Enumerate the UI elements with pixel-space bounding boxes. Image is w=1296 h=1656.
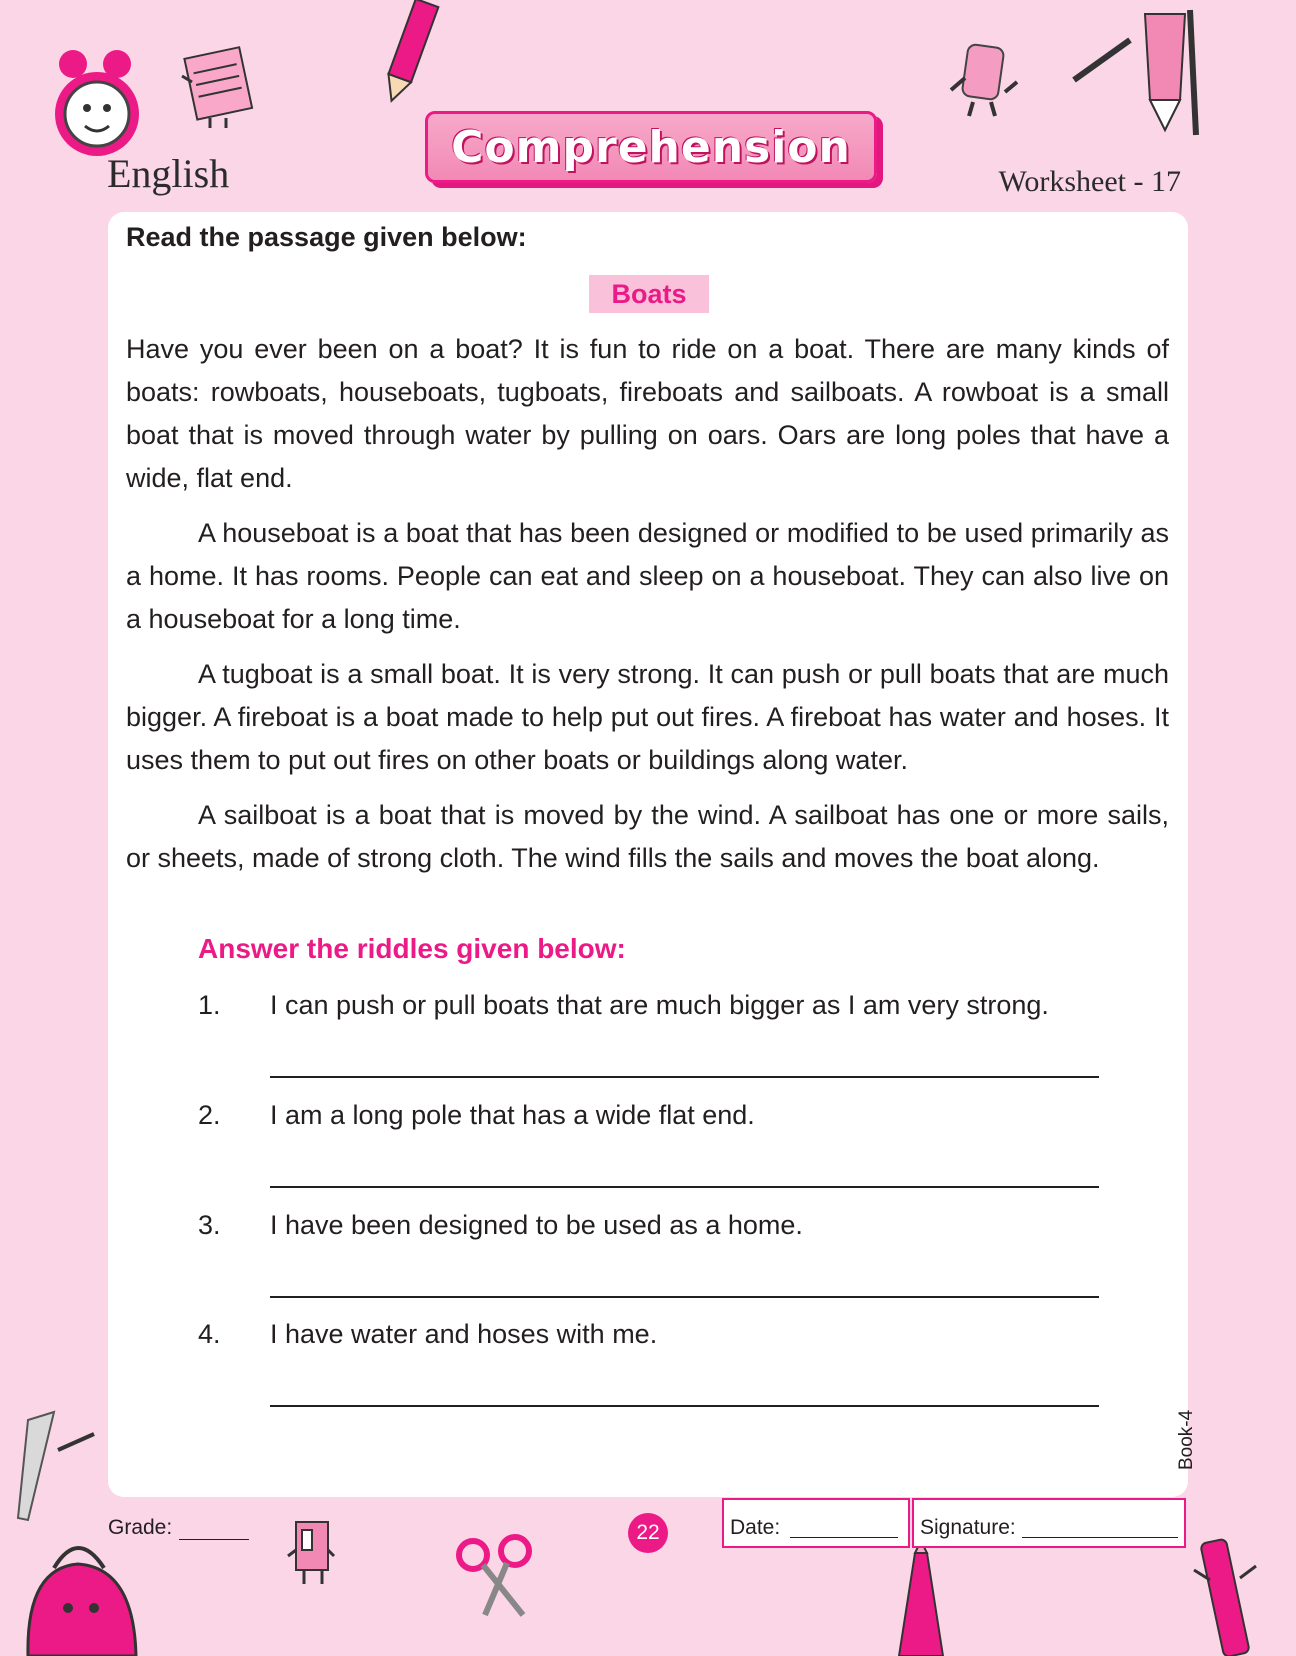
eraser-icon [945, 42, 1015, 117]
date-box[interactable] [722, 1498, 910, 1548]
notepad-icon [180, 42, 260, 122]
riddles-heading: Answer the riddles given below: [198, 933, 626, 964]
sharpener-icon [282, 1520, 342, 1590]
date-label: Date: [730, 1516, 781, 1539]
riddle-text: I can push or pull boats that are much bigger as I am very strong. [270, 990, 1049, 1020]
grade-label: Grade: [108, 1516, 173, 1539]
riddle-number: 2. [198, 1100, 221, 1130]
page-number: 22 [628, 1513, 668, 1553]
worksheet-title: Comprehension [451, 121, 851, 173]
riddle-number: 4. [198, 1319, 221, 1349]
signature-box[interactable] [912, 1498, 1186, 1548]
signature-label: Signature: [920, 1516, 1016, 1539]
passage-title: Boats [589, 275, 709, 313]
pen-icon [1190, 1540, 1260, 1656]
book-label: Book-4 [1176, 1409, 1197, 1470]
answer-line-4[interactable] [270, 1405, 1099, 1407]
date-field[interactable] [790, 1537, 898, 1538]
riddle-text: I have water and hoses with me. [270, 1319, 658, 1349]
scissors-icon [455, 1535, 535, 1620]
answer-line-3[interactable] [270, 1296, 1099, 1298]
subject-label: English [107, 151, 230, 196]
riddle-number: 1. [198, 990, 221, 1020]
pencil-icon [1070, 10, 1210, 135]
signature-field[interactable] [1022, 1537, 1178, 1538]
riddle-text: I have been designed to be used as a home. [270, 1210, 803, 1240]
worksheet-number: Worksheet - 17 [998, 165, 1181, 198]
passage-paragraph: A houseboat is a boat that has been designed or modified to be used primarily as a home. It has rooms. People can eat and sleep on a houseboat. They can also live on a houseboat for a long time. [126, 518, 1169, 634]
answer-line-2[interactable] [270, 1186, 1099, 1188]
passage-paragraph: A sailboat is a boat that is moved by the wind. A sailboat has one or more sails, or sheets, made of strong cloth. The wind fills the sails and moves the boat along. [126, 800, 1169, 873]
answer-line-1[interactable] [270, 1076, 1099, 1078]
passage-paragraph: Have you ever been on a boat? It is fun to ride on a boat. There are many kinds of boats: rowboats, houseboats, tugboats, fireboats and sailboats. A rowboat is a small boat that is moved through water by pulling on oars. Oars are long poles that have a wide, flat end. [126, 334, 1169, 493]
pencil-icon [380, 0, 440, 110]
riddle-text: I am a long pole that has a wide flat end. [270, 1100, 755, 1130]
alarm-clock-icon [55, 42, 145, 162]
backpack-icon [18, 1528, 148, 1656]
riddle-number: 3. [198, 1210, 221, 1240]
instruction-text: Read the passage given below: [126, 222, 527, 252]
passage-paragraph: A tugboat is a small boat. It is very strong. It can push or pull boats that are much bigger. A fireboat is a boat made to help put out fires. A fireboat has water and hoses. It uses them to put out fires on other boats or buildings along water. [126, 659, 1169, 775]
passage-body [126, 328, 1169, 892]
grade-field[interactable] [179, 1539, 249, 1540]
ruler-icon [8, 1410, 98, 1530]
worksheet-title-badge [425, 111, 877, 183]
crayon-icon [885, 1545, 955, 1656]
